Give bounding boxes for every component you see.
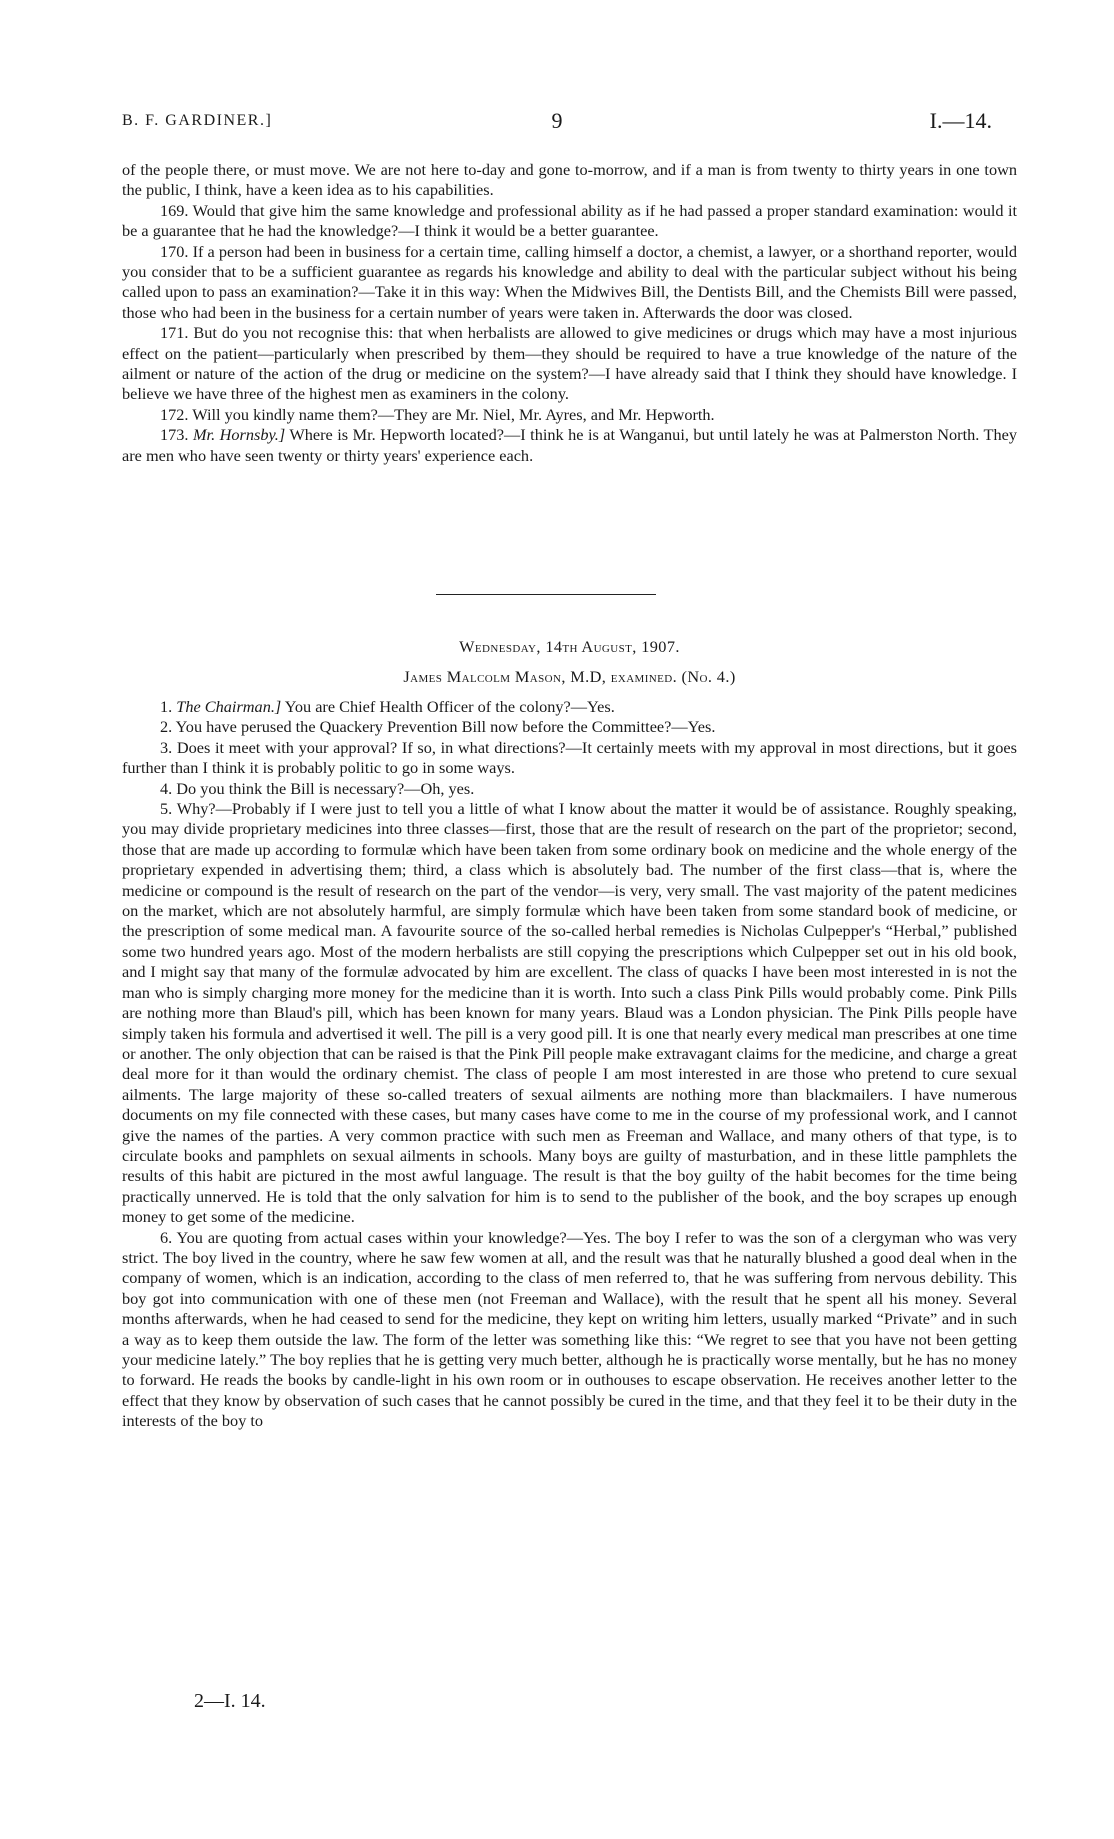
speaker: Mr. Hornsby.] (192, 425, 286, 445)
paragraph-169: 169. Would that give him the same knowledge and professional ability as if he had passed a proper standard examination: would it be a guarantee that he had the knowledge?—I think it would be a better guarantee. (122, 200, 1017, 241)
signature-mark: 2—I. 14. (194, 1690, 266, 1712)
paragraph-2: 2. You have perused the Quackery Prevention Bill now before the Committee?—Yes. (160, 717, 716, 737)
paragraph: of the people there, or must move. We are not here to-day and gone to-morrow, and if a man is from twenty to thirty years in one town the public, I think, have a keen idea as to his capabilities. (122, 160, 1017, 200)
paragraph-172: 172. Will you kindly name them?—They are Mr. Niel, Mr. Ayres, and Mr. Hepworth. (160, 404, 715, 424)
evidence-block-continued (122, 160, 1017, 466)
speaker: The Chairman.] (176, 697, 282, 716)
page-header (122, 108, 992, 136)
page-number: 9 (551, 108, 563, 133)
paragraph-173 (122, 425, 1017, 466)
paragraph-6: 6. You are quoting from actual cases within your knowledge?—Yes. The boy I refer to was the son of a clergyman who was very strict. The boy lived in the country, where he saw few women at all, and the result was that he naturally blushed a good deal when in the company of women, which is an indication, according to the class of men referred to, that he was suffering from nervous debility. This boy got into communication with one of these men (not Freeman and Wallace), with the result that he spent all his money. Several months afterwards, when he had ceased to send for the medicine, they kept on writing him letters, usually marked “Private” and in such a way as to keep them outside the law. The form of the letter was something like this: “We regret to see that you have not been getting your medicine lately.” The boy replies that he is getting very much better, although he is practically worse mentally, but he has no money to forward. He reads the books by candle-light in his own room or in outhouses to escape observation. He receives another letter to the effect that they know by observation of such cases that he cannot possibly be cured in the time, and that they feel it to be their duty in the interests of the boy to (122, 1227, 1017, 1431)
section-divider (436, 594, 656, 595)
question-number: 173. (160, 425, 189, 445)
question-number: 1. (160, 697, 173, 716)
paragraph-text: Where is Mr. Hepworth located?—I think he is at Wanganui, but until lately he was at Palmerston North. They are men who have seen twenty or thirty years' experience each. (122, 425, 1017, 465)
witness-name: James Malcolm Mason (403, 667, 562, 686)
paragraph-4: 4. Do you think the Bill is necessary?—Oh, yes. (160, 778, 475, 798)
witness-details: , M.D, examined. (No. 4.) (561, 667, 736, 686)
paragraph-1 (122, 697, 1017, 717)
header-witness: B. F. GARDINER.] (122, 112, 273, 129)
paragraph-text: You are Chief Health Officer of the colony?—Yes. (284, 697, 615, 716)
evidence-block-mason (122, 697, 1017, 1432)
session-date: Wednesday, 14th August, 1907. (459, 637, 680, 656)
witness-heading (122, 667, 1017, 687)
paragraph-170: 170. If a person had been in business for a certain time, calling himself a doctor, a chemist, a lawyer, or a shorthand reporter, would you consider that to be a sufficient guarantee as regards his knowledge and ability to deal with the particular subject without his being called upon to pass an examination?—Take it in this way: When the Midwives Bill, the Dentists Bill, and the Chemists Bill were passed, those who had been in the business for a certain number of years were taken in. Afterwards the door was closed. (122, 241, 1017, 322)
header-paper-reference: I.—14. (929, 108, 992, 133)
paragraph-171: 171. But do you not recognise this: that when herbalists are allowed to give medicines or drugs which may have a most injurious effect on the patient—particularly when prescribed by them—they should be required to have a true knowledge of the nature of the ailment or nature of the action of the drug or medicine on the system?—I have already said that I think they should have knowledge. I believe we have three of the highest men as examiners in the colony. (122, 323, 1017, 404)
paragraph-3: 3. Does it meet with your approval? If so, in what directions?—It certainly meets with my approval in most directions, but it goes further than I think it is probably politic to go in some ways. (122, 737, 1017, 778)
paragraph-5: 5. Why?—Probably if I were just to tell you a little of what I know about the matter it would be of assistance. Roughly speaking, you may divide proprietary medicines into three classes—first, those that are the result of research on the part of the proprietor; second, those that are made up according to formulæ which have been taken from some ordinary book on medicine and the whole energy of the proprietary expended in advertising them; third, a class which is absolutely bad. The number of the first class—that is, where the medicine or compound is the result of research on the part of the vendor—is very, very small. The vast majority of the patent medicines on the market, which are not absolutely harmful, are simply formulæ which have been taken from some standard book of medicine, or the prescription of some medical man. A favourite source of the so-called herbal remedies is Nicholas Culpepper's “Herbal,” published some two hundred years ago. Most of the modern herbalists are still copying the prescriptions which Culpepper set out in his old book, and I might say that many of the formulæ advocated by him are excellent. The class of quacks I have been most interested in is not the man who is simply charging more money for the medicine than it is worth. Into such a class Pink Pills would probably come. Pink Pills are nothing more than Blaud's pill, which has been known for many years. Blaud was a London physician. The Pink Pills people have simply taken his formula and advertised it well. The pill is a very good pill. It is one that nearly every medical man prescribes at one time or another. The only objection that can be raised is that the Pink Pill people make extravagant claims for the medicine, and charge a great deal more for it than would the ordinary chemist. The class of people I am most interested in are those who pretend to cure sexual ailments. The large majority of these so-called treaters of sexual ailments are nothing more than blackmailers. I have numerous documents on my file connected with these cases, but many cases have come to me in the course of my professional work, and I cannot give the names of the parties. A very common practice with such men as Freeman and Wallace, and many others of that type, is to circulate books and pamphlets on sexual ailments in schools. Many boys are guilty of masturbation, and in these little pamphlets the results of this habit are pictured in the most awful language. The result is that the boy guilty of the habit becomes for the time being practically unnerved. He is told that the only salvation for him is to send to the publisher of the book, and the boy scrapes up enough money to get some of the medicine. (122, 799, 1017, 1227)
